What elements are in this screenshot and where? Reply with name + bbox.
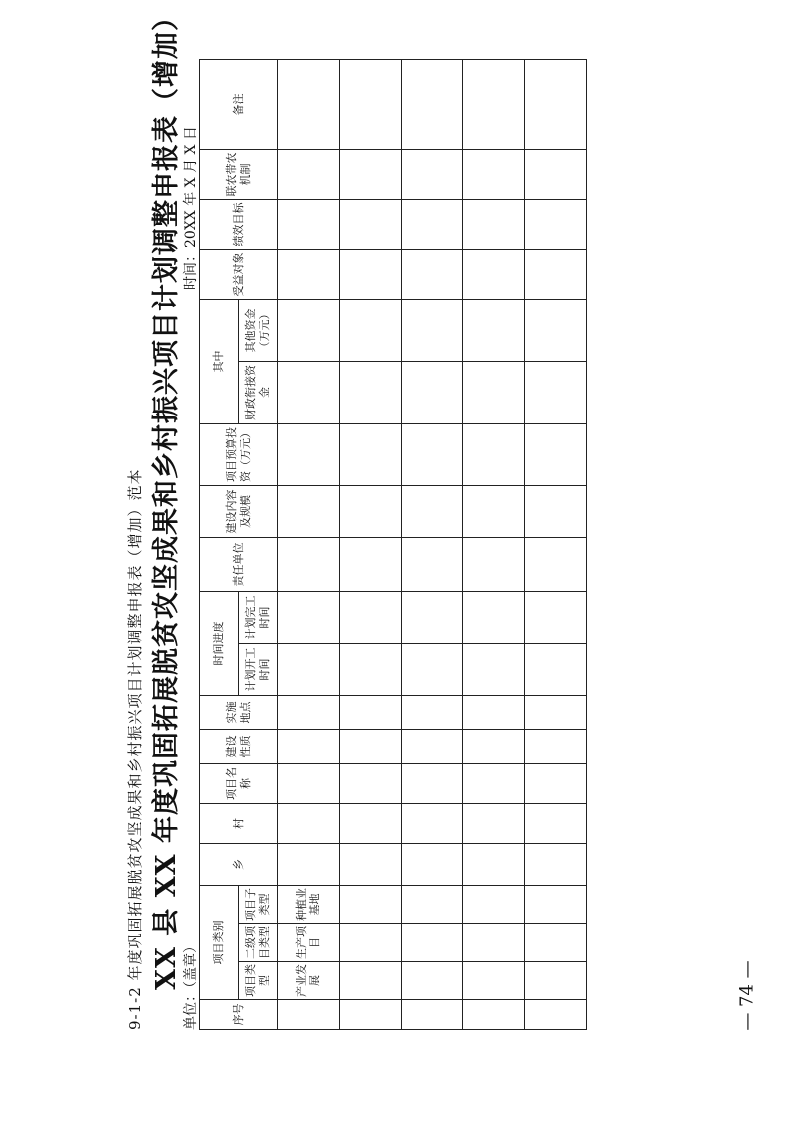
table-cell (278, 1000, 340, 1030)
table-cell (278, 299, 340, 361)
header-finish: 计划完工时间 (239, 591, 278, 643)
table-cell (278, 249, 340, 299)
header-seq: 序号 (200, 1000, 278, 1030)
header-of-which: 其中 (200, 299, 239, 423)
header-performance: 绩效目标 (200, 199, 278, 249)
header-village: 村 (200, 803, 278, 843)
table-row (525, 59, 587, 1029)
table-cell: 产业发展 (278, 962, 340, 1000)
unit-label: 单位：（盖章） (183, 939, 199, 1030)
table-cell (278, 199, 340, 249)
table-cell (278, 803, 340, 843)
table-cell: 生产项目 (278, 924, 340, 962)
table-row (278, 59, 340, 1029)
header-content: 建设内容及规模 (200, 485, 278, 537)
table-cell (278, 485, 340, 537)
header-responsible: 责任单位 (200, 537, 278, 591)
table-cell (278, 591, 340, 643)
header-remarks: 备注 (200, 59, 278, 149)
header-schedule: 时间进度 (200, 591, 239, 695)
table-row (463, 59, 525, 1029)
header-township: 乡 (200, 843, 278, 885)
table-cell (278, 643, 340, 695)
header-linkage: 联农带农机制 (200, 149, 278, 199)
table-row (339, 59, 401, 1029)
page-number: — 74 — (736, 960, 758, 1031)
header-beneficiary: 受益对象 (200, 249, 278, 299)
report-table (199, 59, 587, 1030)
table-cell (278, 59, 340, 149)
page-title: XX 县 XX 年度巩固拓展脱贫攻坚成果和乡村振兴项目计划调整申报表（增加） (151, 3, 182, 990)
header-cat-secondary: 二级项目类型 (239, 924, 278, 962)
table-cell (278, 423, 340, 485)
date-label: 时间：20XX 年 X 月 X 日 (183, 126, 199, 290)
header-budget: 项目预算投资（万元） (200, 423, 278, 485)
table-cell (278, 763, 340, 803)
table-cell (278, 361, 340, 423)
table-row (401, 59, 463, 1029)
header-cat-sub: 项目子类型 (239, 885, 278, 923)
table-cell (278, 729, 340, 763)
table-cell (278, 843, 340, 885)
table-cell (278, 695, 340, 729)
table-cell: 种植业基地 (278, 885, 340, 923)
header-start: 计划开工时间 (239, 643, 278, 695)
header-category: 项目类别 (200, 885, 239, 999)
header-cat-type: 项目类型 (239, 962, 278, 1000)
table-cell (278, 537, 340, 591)
caption: 9-1-2 年度巩固拓展脱贫攻坚成果和乡村振兴项目计划调整申报表（增加）范本 (126, 468, 144, 1030)
table-cell (278, 149, 340, 199)
header-fiscal: 财政衔接资金 (239, 361, 278, 423)
rotated-page (122, 3, 592, 1030)
header-location: 实施地点 (200, 695, 278, 729)
header-project-name: 项目名称 (200, 763, 278, 803)
header-nature: 建设性质 (200, 729, 278, 763)
header-other: 其他资金（万元） (239, 299, 278, 361)
